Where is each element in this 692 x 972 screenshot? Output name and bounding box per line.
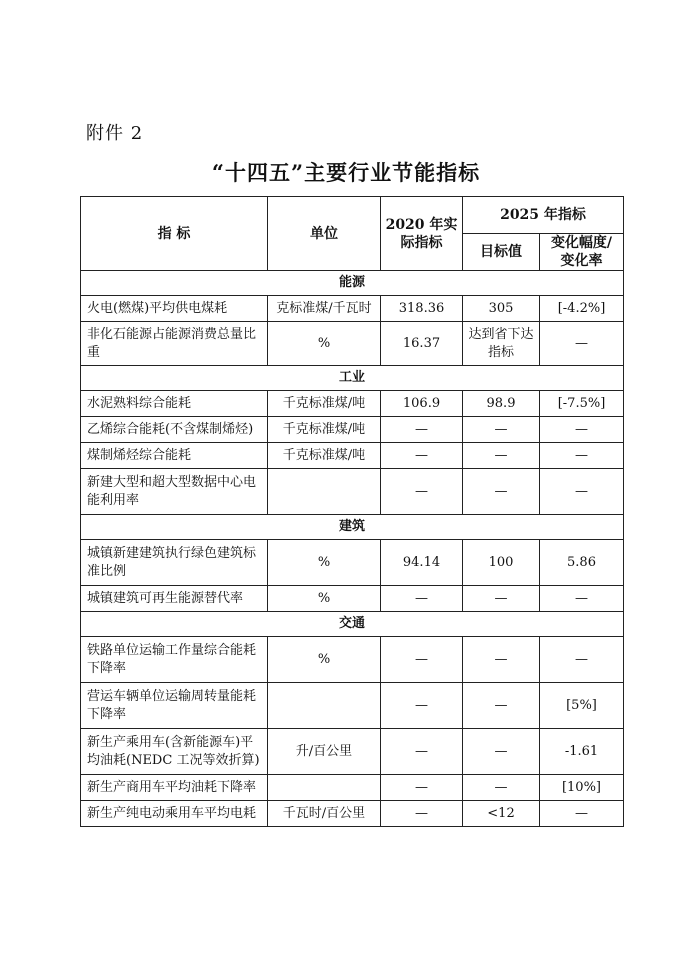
section-industry: 工业	[81, 366, 624, 391]
indicator-cell: 新生产商用车平均油耗下降率	[81, 775, 268, 801]
unit-cell: %	[268, 637, 381, 683]
actual-2020-cell: 94.14	[381, 540, 463, 586]
actual-2020-cell: —	[381, 443, 463, 469]
table-row	[81, 296, 624, 322]
target-cell: —	[463, 637, 540, 683]
change-cell: —	[540, 801, 624, 827]
target-cell: —	[463, 683, 540, 729]
indicator-cell: 新生产乘用车(含新能源车)平均油耗(NEDC 工况等效折算)	[81, 729, 268, 775]
table-row	[81, 729, 624, 775]
change-cell: —	[540, 469, 624, 515]
header-target-value: 目标值	[463, 234, 540, 271]
target-cell: —	[463, 775, 540, 801]
energy-saving-indicators-table	[80, 196, 624, 827]
target-cell: 98.9	[463, 391, 540, 417]
actual-2020-cell: —	[381, 586, 463, 612]
unit-cell: %	[268, 586, 381, 612]
unit-cell: %	[268, 322, 381, 366]
indicator-cell: 水泥熟料综合能耗	[81, 391, 268, 417]
indicator-cell: 非化石能源占能源消费总量比重	[81, 322, 268, 366]
target-cell: —	[463, 469, 540, 515]
change-cell: 5.86	[540, 540, 624, 586]
unit-cell: %	[268, 540, 381, 586]
target-cell: 305	[463, 296, 540, 322]
target-cell: —	[463, 443, 540, 469]
actual-2020-cell: 318.36	[381, 296, 463, 322]
unit-cell: 千克标准煤/吨	[268, 417, 381, 443]
indicator-cell: 铁路单位运输工作量综合能耗下降率	[81, 637, 268, 683]
unit-cell: 千克标准煤/吨	[268, 443, 381, 469]
table-row	[81, 775, 624, 801]
table-row	[81, 443, 624, 469]
target-cell: —	[463, 417, 540, 443]
actual-2020-cell: —	[381, 683, 463, 729]
indicator-cell: 新生产纯电动乘用车平均电耗	[81, 801, 268, 827]
table-row	[81, 683, 624, 729]
actual-2020-cell: —	[381, 775, 463, 801]
change-cell: —	[540, 417, 624, 443]
change-cell: [5%]	[540, 683, 624, 729]
target-cell: —	[463, 729, 540, 775]
actual-2020-cell: —	[381, 417, 463, 443]
attachment-label: 附件 2	[86, 123, 144, 144]
actual-2020-cell: —	[381, 469, 463, 515]
change-cell: —	[540, 443, 624, 469]
header-actual-2020: 2020 年实际指标	[381, 197, 463, 271]
table-row	[81, 391, 624, 417]
change-cell: —	[540, 586, 624, 612]
document-title: “十四五”主要行业节能指标	[211, 160, 481, 185]
unit-cell: 千瓦时/百公里	[268, 801, 381, 827]
indicator-cell: 乙烯综合能耗(不含煤制烯烃)	[81, 417, 268, 443]
indicator-cell: 新建大型和超大型数据中心电能利用率	[81, 469, 268, 515]
unit-cell	[268, 683, 381, 729]
target-cell: <12	[463, 801, 540, 827]
change-cell: —	[540, 637, 624, 683]
section-building: 建筑	[81, 515, 624, 540]
change-cell: -1.61	[540, 729, 624, 775]
change-cell: [-4.2%]	[540, 296, 624, 322]
header-target-2025: 2025 年指标	[463, 197, 624, 234]
indicator-cell: 城镇新建建筑执行绿色建筑标准比例	[81, 540, 268, 586]
section-energy: 能源	[81, 271, 624, 296]
change-cell: [-7.5%]	[540, 391, 624, 417]
target-cell: 达到省下达指标	[463, 322, 540, 366]
unit-cell	[268, 469, 381, 515]
table-row	[81, 322, 624, 366]
change-cell: [10%]	[540, 775, 624, 801]
table-row	[81, 469, 624, 515]
header-change: 变化幅度/变化率	[540, 234, 624, 271]
indicator-cell: 煤制烯烃综合能耗	[81, 443, 268, 469]
actual-2020-cell: —	[381, 637, 463, 683]
unit-cell: 千克标准煤/吨	[268, 391, 381, 417]
table-row	[81, 417, 624, 443]
unit-cell	[268, 775, 381, 801]
target-cell: —	[463, 586, 540, 612]
header-unit: 单位	[268, 197, 381, 271]
indicator-cell: 火电(燃煤)平均供电煤耗	[81, 296, 268, 322]
actual-2020-cell: —	[381, 801, 463, 827]
header-indicator: 指 标	[81, 197, 268, 271]
indicator-cell: 城镇建筑可再生能源替代率	[81, 586, 268, 612]
target-cell: 100	[463, 540, 540, 586]
table-row	[81, 801, 624, 827]
table-row	[81, 637, 624, 683]
table-row	[81, 540, 624, 586]
unit-cell: 升/百公里	[268, 729, 381, 775]
change-cell: —	[540, 322, 624, 366]
section-transport: 交通	[81, 612, 624, 637]
indicator-cell: 营运车辆单位运输周转量能耗下降率	[81, 683, 268, 729]
unit-cell: 克标准煤/千瓦时	[268, 296, 381, 322]
table-row	[81, 586, 624, 612]
actual-2020-cell: 106.9	[381, 391, 463, 417]
actual-2020-cell: —	[381, 729, 463, 775]
actual-2020-cell: 16.37	[381, 322, 463, 366]
